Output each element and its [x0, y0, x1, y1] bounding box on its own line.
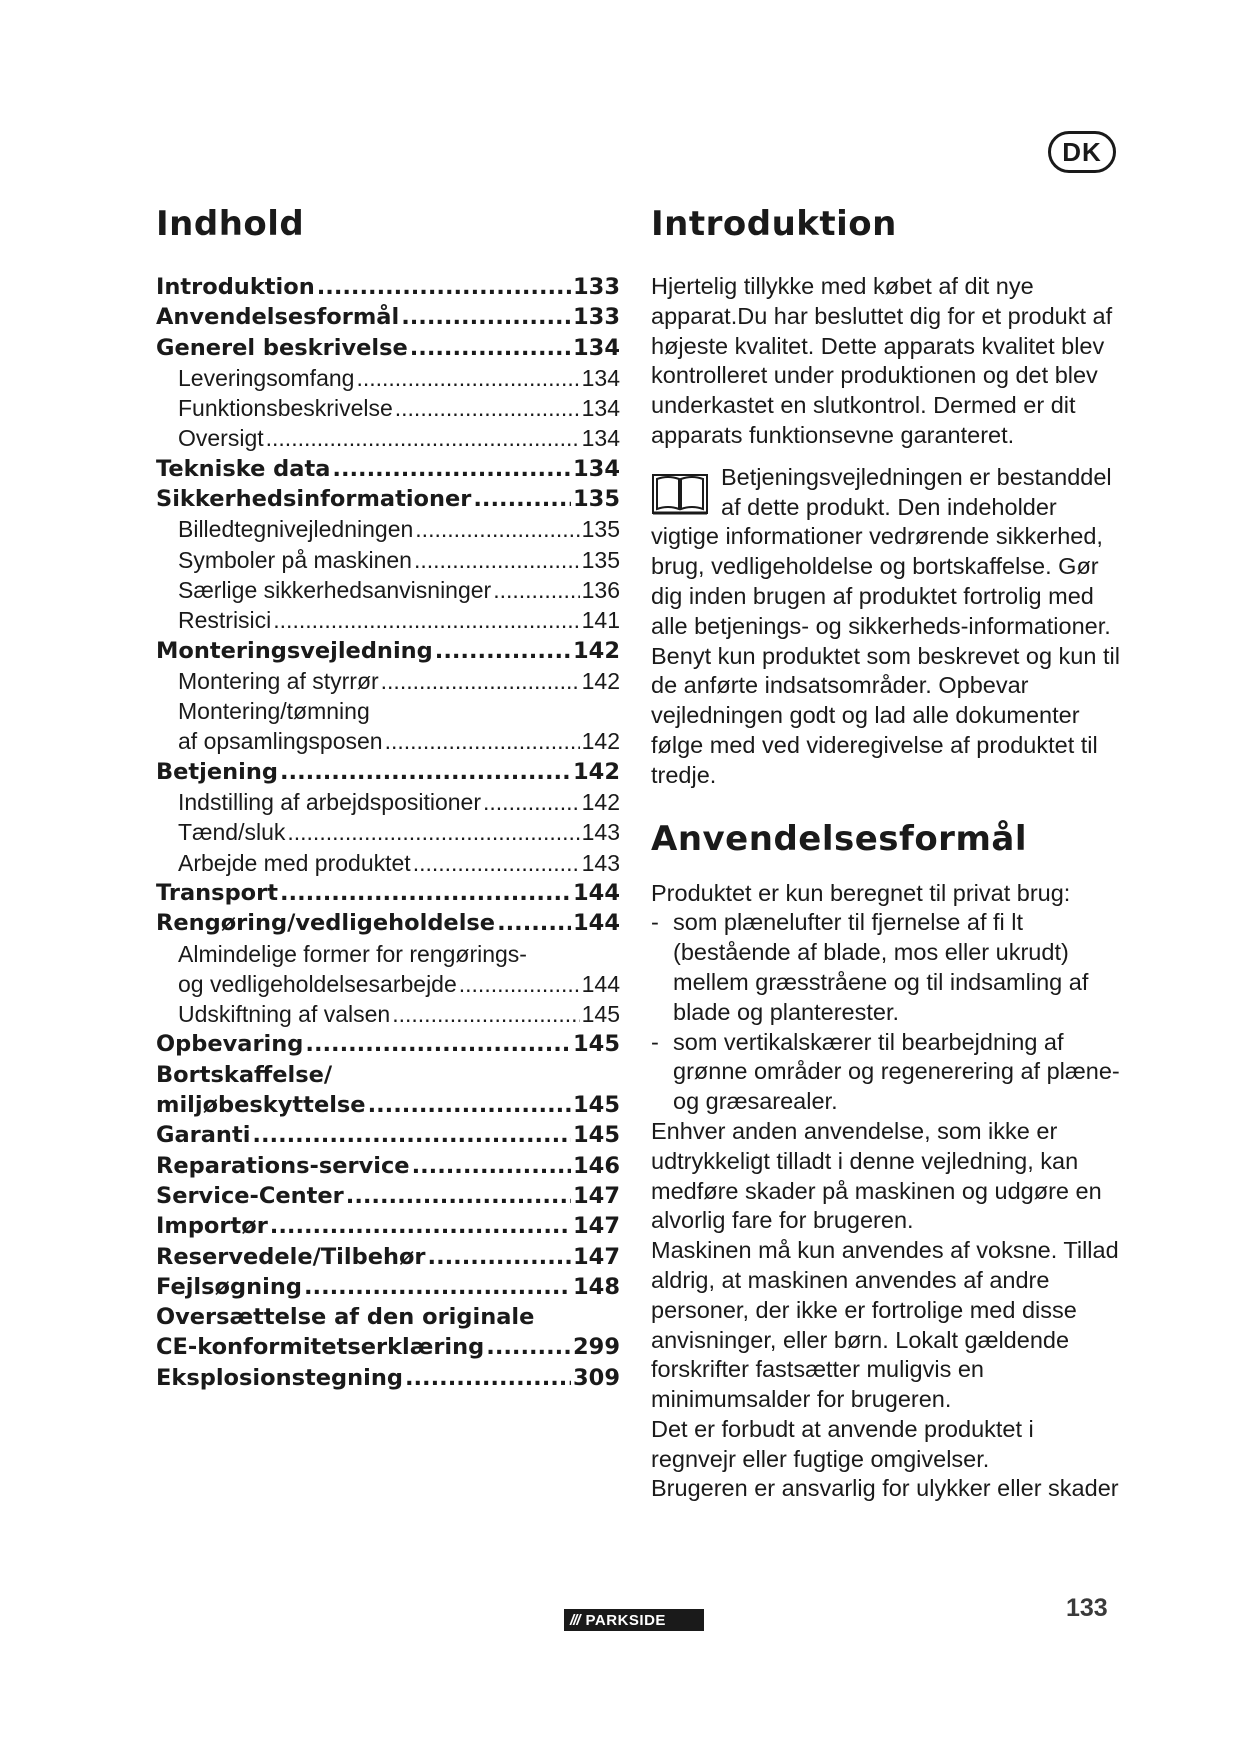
- toc-entry-text: Service-Center: [156, 1182, 344, 1209]
- toc-leader-dots: [497, 908, 571, 938]
- purpose-paragraph: Maskinen må kun anvendes af voksne. Tillad aldrig, at maskinen anvendes af andre personer, der ikke er fortrolige med disse anvisninger, eller børn. Lokalt gældende forskrifter fastsætter muligvis en minimumsalder for brugeren.: [651, 1237, 1119, 1413]
- toc-entry-page: 148: [573, 1273, 620, 1300]
- toc-entry: [156, 878, 620, 908]
- toc-entry-page: 134: [581, 395, 620, 422]
- toc-entry-page: 134: [581, 364, 620, 391]
- toc-entry-text: Anvendelsesformål: [156, 304, 400, 331]
- toc-entry: [156, 1181, 620, 1211]
- toc-entry-text: Introduktion: [156, 274, 315, 300]
- toc-entry: [156, 363, 620, 393]
- toc-entry: [156, 969, 620, 999]
- toc-entry-page: 145: [573, 1031, 620, 1058]
- toc-entry: [156, 1302, 620, 1332]
- toc-entry-page: 134: [573, 455, 620, 482]
- toc-leader-dots: [486, 1332, 571, 1362]
- toc-entry-page: 142: [573, 637, 620, 664]
- toc-entry-page: 142: [581, 789, 620, 816]
- toc-entry-text: Fejlsøgning: [156, 1273, 302, 1300]
- toc-entry-page: 143: [581, 819, 620, 846]
- toc-entry-text: Oversættelse af den originale: [156, 1304, 535, 1331]
- toc-leader-dots: [332, 454, 571, 484]
- toc-entry: [156, 545, 620, 575]
- toc-leader-dots: [305, 1029, 571, 1059]
- toc-entry-page: 142: [581, 728, 620, 755]
- notice-text: Betjeningsvejledningen er bestanddel af dette produkt. Den indeholder vigtige informationer vedrørende sikkerhed, brug, vedligeholdelse og bortskaffelse. Gør dig inden brugen af produktet fortrolig med alle betjenings- og sikkerheds-informationer. Benyt kun produktet som beskrevet og kun til de anførte indsatsområder. Opbevar vejledningen godt og lad alle dokumenter følge med ved videregivelse af produktet til tredje.: [651, 463, 1120, 788]
- toc-entry-page: 135: [581, 516, 620, 543]
- toc-leader-dots: [346, 1181, 571, 1211]
- toc-entry: [156, 575, 620, 605]
- toc-entry-text: CE-konformitetserklæring: [156, 1334, 485, 1361]
- toc-entry-text: Garanti: [156, 1122, 251, 1149]
- toc-leader-dots: [273, 605, 579, 635]
- toc-entry-text: Arbejde med produktet: [178, 849, 411, 876]
- toc-entry-text: Generel beskrivelse: [156, 334, 408, 361]
- toc-leader-dots: [287, 817, 579, 847]
- toc-entry-page: 134: [581, 425, 620, 452]
- page-number: 133: [1066, 1594, 1108, 1622]
- toc-entry-page: 147: [573, 1182, 620, 1209]
- toc-entry: [156, 333, 620, 363]
- toc-leader-dots: [483, 787, 580, 817]
- toc-entry-page: 143: [581, 849, 620, 876]
- toc-leader-dots: [428, 1242, 572, 1272]
- toc-entry-page: 134: [573, 334, 620, 361]
- intro-title: Introduktion: [651, 204, 897, 244]
- toc-entry: [156, 302, 620, 332]
- toc-entry-text: Tænd/sluk: [178, 819, 286, 846]
- toc-list: [156, 272, 620, 1393]
- toc-leader-dots: [459, 969, 580, 999]
- book-icon: [651, 471, 709, 517]
- toc-entry-page: 299: [573, 1334, 620, 1361]
- toc-entry-page: 135: [573, 486, 620, 513]
- toc-entry: [156, 1060, 620, 1090]
- toc-entry: [156, 1363, 620, 1393]
- toc-leader-dots: [280, 757, 571, 787]
- toc-leader-dots: [317, 272, 571, 302]
- toc-entry: [156, 1211, 620, 1241]
- toc-leader-dots: [473, 484, 571, 514]
- toc-leader-dots: [410, 333, 571, 363]
- toc-leader-dots: [493, 575, 579, 605]
- toc-entry: [156, 1272, 620, 1302]
- toc-entry-page: 135: [581, 546, 620, 573]
- toc-leader-dots: [413, 848, 580, 878]
- toc-leader-dots: [414, 545, 580, 575]
- toc-entry-text: Importør: [156, 1213, 268, 1240]
- toc-entry-page: 147: [573, 1243, 620, 1270]
- toc-entry: [156, 514, 620, 544]
- list-item: - som vertikalskærer til bearbejdning af grønne områder og regenerering af plæne- og græsarealer.: [651, 1028, 1121, 1117]
- toc-entry: [156, 726, 620, 756]
- toc-entry-text: Reservedele/Tilbehør: [156, 1243, 426, 1270]
- toc-entry-text: Særlige sikkerhedsanvisninger: [178, 576, 492, 603]
- toc-entry-text: Betjening: [156, 758, 278, 785]
- toc-entry-text: Montering/tømning: [178, 698, 370, 725]
- toc-entry-text: Reparations-service: [156, 1152, 410, 1179]
- purpose-paragraph: Det er forbudt at anvende produktet i regnvejr eller fugtige omgivelser.: [651, 1415, 1034, 1472]
- toc-entry-page: 142: [573, 758, 620, 785]
- toc-entry: [156, 939, 620, 969]
- toc-leader-dots: [266, 423, 580, 453]
- toc-leader-dots: [415, 514, 579, 544]
- toc-entry: [156, 1090, 620, 1120]
- toc-entry-page: 144: [581, 970, 620, 997]
- toc-leader-dots: [395, 393, 580, 423]
- toc-leader-dots: [304, 1272, 571, 1302]
- toc-entry-text: Symboler på maskinen: [178, 546, 412, 573]
- toc-entry-text: Leveringsomfang: [178, 364, 355, 391]
- toc-entry: [156, 757, 620, 787]
- toc-entry-text: Udskiftning af valsen: [178, 1001, 391, 1028]
- toc-leader-dots: [280, 878, 571, 908]
- purpose-title: Anvendelsesformål: [651, 818, 1027, 859]
- bullet-text: som vertikalskærer til bearbejdning af grønne områder og regenerering af plæne- og græsarealer.: [673, 1028, 1120, 1115]
- toc-entry-text: Eksplosionstegning: [156, 1364, 403, 1391]
- toc-entry-page: 136: [581, 576, 620, 603]
- toc-entry: [156, 1029, 620, 1059]
- toc-leader-dots: [368, 1090, 571, 1120]
- toc-entry-page: 133: [573, 274, 620, 300]
- toc-entry: [156, 1151, 620, 1181]
- purpose-paragraph: Enhver anden anvendelse, som ikke er udtrykkeligt tilladt i denne vejledning, kan medføre skader på maskinen og udgøre en alvorlig fare for brugeren.: [651, 1117, 1102, 1234]
- purpose-body: [651, 879, 1121, 1505]
- toc-entry-page: 147: [573, 1213, 620, 1240]
- toc-leader-dots: [356, 363, 579, 393]
- parkside-logo: [564, 1609, 704, 1631]
- toc-entry-text: Restrisici: [178, 607, 272, 634]
- toc-entry-text: Monteringsvejledning: [156, 637, 433, 664]
- toc-entry: [156, 817, 620, 847]
- toc-leader-dots: [385, 726, 580, 756]
- right-column: [651, 196, 1121, 1504]
- purpose-paragraph: Brugeren er ansvarlig for ulykker eller skader: [651, 1475, 1119, 1502]
- toc-leader-dots: [252, 1120, 571, 1150]
- toc-entry: [156, 1332, 620, 1362]
- toc-entry-text: Opbevaring: [156, 1031, 304, 1058]
- toc-entry-text: Rengøring/vedligeholdelse: [156, 910, 496, 937]
- toc-entry-text: Sikkerhedsinformationer: [156, 486, 472, 513]
- toc-entry-page: 145: [581, 1001, 620, 1028]
- toc-entry-page: 145: [573, 1092, 620, 1119]
- table-of-contents: [156, 196, 620, 1393]
- bullet-text: som plænelufter til fjernelse af fi lt (bestående af blade, mos eller ukrudt) mellem græsstråene og til indsamling af blade og planterester.: [673, 909, 1089, 1025]
- logo-brand: PARKSIDE: [586, 1612, 672, 1629]
- toc-leader-dots: [381, 666, 580, 696]
- toc-entry: [156, 393, 620, 423]
- toc-entry-page: 309: [573, 1364, 620, 1391]
- toc-entry-page: 142: [581, 667, 620, 694]
- toc-entry-text: Billedtegnivejledningen: [178, 516, 414, 543]
- toc-entry-text: miljøbeskyttelse: [156, 1092, 366, 1119]
- toc-entry-page: 144: [573, 879, 620, 906]
- purpose-lead: Produktet er kun beregnet til privat brug:: [651, 879, 1071, 906]
- toc-entry-text: Bortskaffelse/: [156, 1061, 333, 1088]
- toc-entry-page: 145: [573, 1122, 620, 1149]
- list-item: - som plænelufter til fjernelse af fi lt (bestående af blade, mos eller ukrudt) mellem græsstråene og til indsamling af blade og planterester.: [651, 908, 1121, 1027]
- toc-entry-page: 146: [573, 1152, 620, 1179]
- toc-entry: [156, 999, 620, 1029]
- toc-entry-text: Transport: [156, 879, 278, 906]
- toc-entry-text: Indstilling af arbejdspositioner: [178, 789, 482, 816]
- toc-entry: [156, 908, 620, 938]
- toc-leader-dots: [401, 302, 571, 332]
- toc-entry: [156, 454, 620, 484]
- toc-entry: [156, 484, 620, 514]
- toc-entry-text: af opsamlingsposen: [178, 728, 383, 755]
- toc-leader-dots: [392, 999, 579, 1029]
- toc-entry-text: og vedligeholdelsesarbejde: [178, 970, 457, 997]
- toc-entry-text: Funktionsbeskrivelse: [178, 395, 393, 422]
- toc-leader-dots: [435, 636, 571, 666]
- toc-leader-dots: [405, 1363, 571, 1393]
- toc-entry-page: 144: [573, 910, 620, 937]
- toc-entry: [156, 666, 620, 696]
- toc-entry: [156, 423, 620, 453]
- toc-title: Indhold: [156, 204, 305, 244]
- intro-paragraph: Hjertelig tillykke med købet af dit nye apparat.Du har besluttet dig for et produkt af højeste kvalitet. Dette apparats kvalitet blev kontrolleret under produktionen og det blev underkastet en slutkontrol. Dermed er dit apparats funktionsevne garanteret.: [651, 273, 1113, 448]
- toc-entry: [156, 605, 620, 635]
- toc-entry-text: Montering af styrrør: [178, 667, 379, 694]
- language-badge: DK: [1048, 131, 1116, 173]
- toc-entry: [156, 1120, 620, 1150]
- toc-entry: [156, 696, 620, 726]
- toc-entry: [156, 636, 620, 666]
- toc-leader-dots: [270, 1211, 571, 1241]
- toc-entry: [156, 848, 620, 878]
- toc-entry-page: 133: [573, 304, 620, 331]
- logo-slashes: ///: [570, 1611, 580, 1629]
- toc-entry-text: Almindelige former for rengørings-: [178, 940, 527, 967]
- toc-entry: [156, 787, 620, 817]
- toc-entry-text: Tekniske data: [156, 455, 331, 482]
- toc-entry: [156, 1242, 620, 1272]
- toc-entry-page: 141: [581, 607, 620, 634]
- toc-entry: [156, 272, 620, 302]
- toc-entry-text: Oversigt: [178, 425, 264, 452]
- toc-leader-dots: [412, 1151, 571, 1181]
- manual-notice: [651, 463, 1121, 791]
